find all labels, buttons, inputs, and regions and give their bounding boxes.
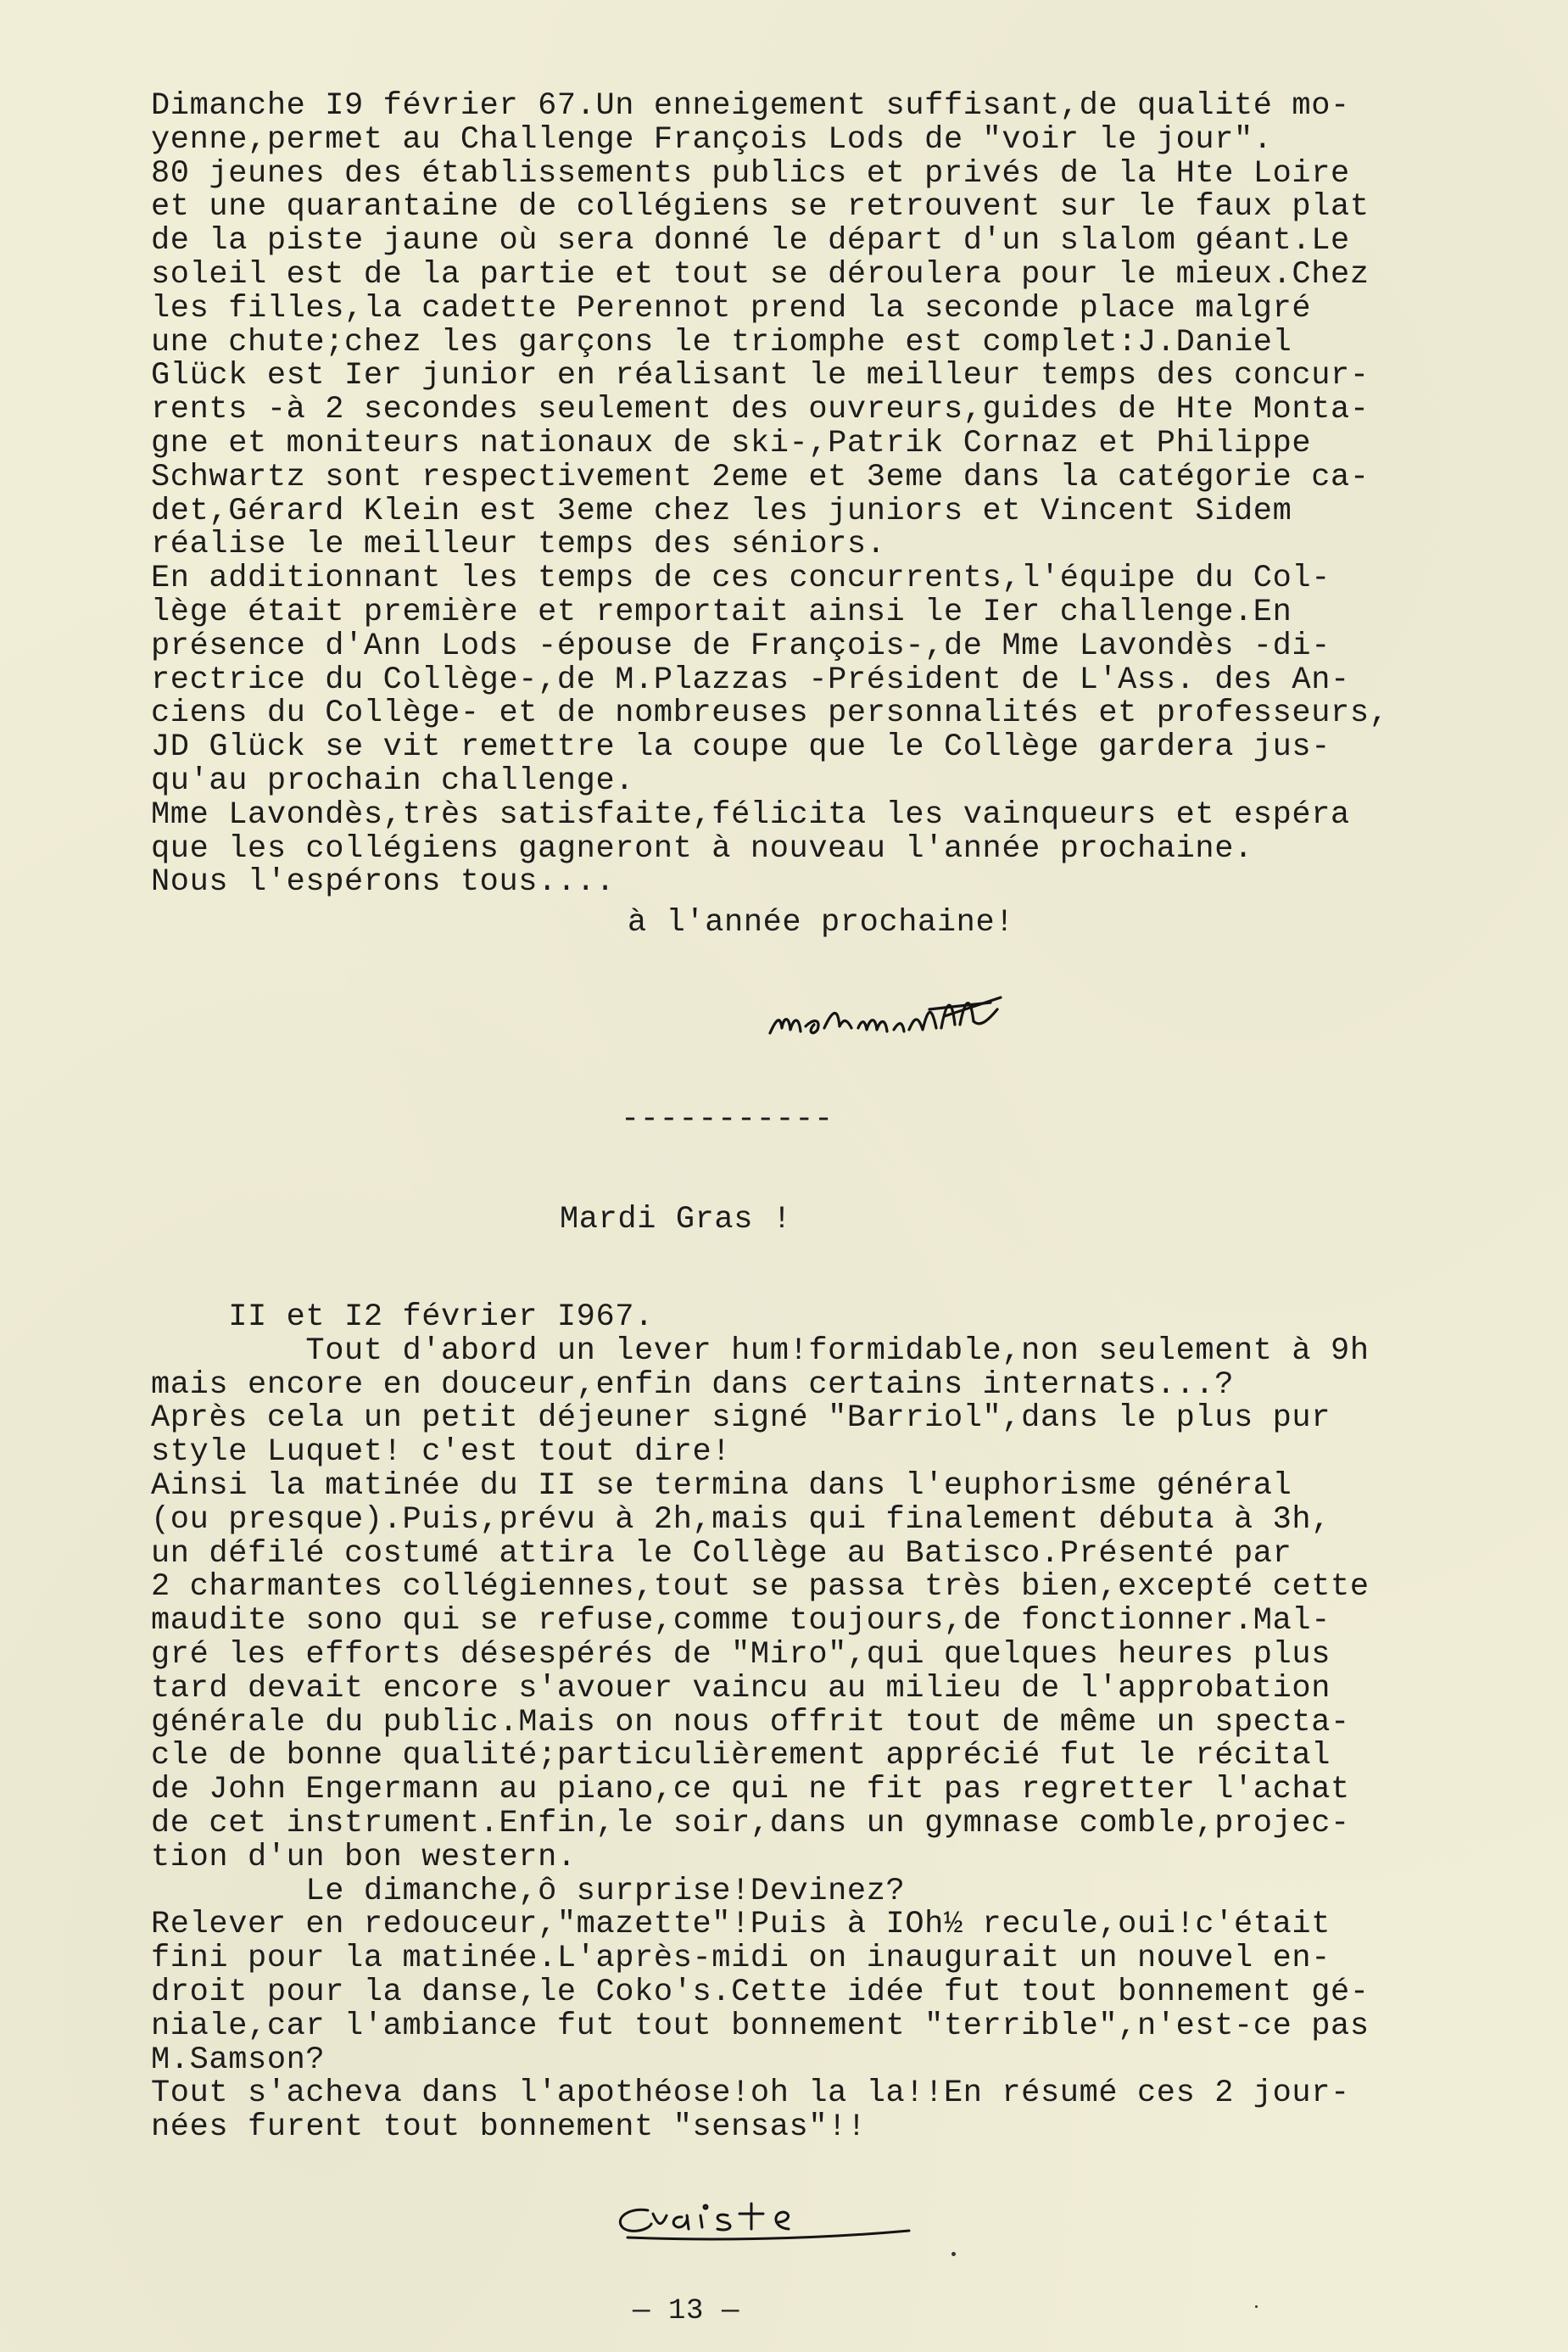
text-line: Tout d'abord un lever hum!formidable,non seulement à 9h: [151, 1332, 1370, 1369]
text-line: (ou presque).Puis,prévu à 2h,mais qui finalement débuta à 3h,: [151, 1501, 1331, 1538]
text-line: Le dimanche,ô surprise!Devinez?: [151, 1873, 906, 1909]
ink-speck: [1255, 2305, 1258, 2308]
text-line: Nous l'espérons tous....: [151, 864, 616, 901]
text-line: que les collégiens gagneront à nouveau l'année prochaine.: [151, 830, 1253, 867]
text-line: lège était première et remportait ainsi le Ier challenge.En: [151, 594, 1292, 630]
text-line: Relever en redouceur,"mazette"!Puis à IOh½ recule,oui!c'était: [151, 1907, 1331, 1943]
article1-closing-line: à l'année prochaine!: [628, 905, 1015, 941]
text-line: soleil est de la partie et tout se déroulera pour le mieux.Chez: [151, 256, 1370, 293]
signature-schmitt: [763, 984, 1056, 1052]
text-line: Mme Lavondès,très satisfaite,félicita les vainqueurs et espéra: [151, 796, 1350, 833]
text-line: réalise le meilleur temps des séniors.: [151, 527, 886, 563]
text-line: det,Gérard Klein est 3eme chez les juniors et Vincent Sidem: [151, 493, 1292, 529]
text-line: tard devait encore s'avouer vaincu au milieu de l'approbation: [151, 1670, 1331, 1707]
page-number: — 13 —: [633, 2295, 740, 2327]
article2-title: Mardi Gras !: [560, 1202, 792, 1237]
text-line: En additionnant les temps de ces concurrents,l'équipe du Col-: [151, 561, 1331, 597]
text-line: un défilé costumé attira le Collège au Batisco.Présenté par: [151, 1535, 1292, 1572]
text-line: une chute;chez les garçons le triomphe est complet:J.Daniel: [151, 324, 1292, 360]
section-separator: -----------: [621, 1102, 834, 1137]
text-line: style Luquet! c'est tout dire!: [151, 1434, 732, 1471]
text-line: de la piste jaune où sera donné le départ d'un slalom géant.Le: [151, 223, 1350, 260]
text-line: JD Glück se vit remettre la coupe que le Collège gardera jus-: [151, 729, 1331, 766]
ink-dot: [951, 2252, 956, 2256]
text-line: 80 jeunes des établissements publics et privés de la Hte Loire: [151, 155, 1350, 192]
text-line: tion d'un bon western.: [151, 1839, 577, 1875]
text-line: les filles,la cadette Perennot prend la seconde place malgré: [151, 290, 1312, 327]
text-line: de cet instrument.Enfin,le soir,dans un gymnase comble,projec-: [151, 1805, 1350, 1841]
text-line: maudite sono qui se refuse,comme toujours,de fonctionner.Mal-: [151, 1603, 1331, 1640]
text-line: Glück est Ier junior en réalisant le meilleur temps des concur-: [151, 358, 1370, 394]
text-line: niale,car l'ambiance fut tout bonnement "terrible",n'est-ce pas: [151, 2008, 1370, 2044]
text-line: de John Engermann au piano,ce qui ne fit pas regretter l'achat: [151, 1772, 1350, 1808]
text-line: II et I2 février I967.: [151, 1299, 654, 1335]
text-line: nées furent tout bonnement "sensas"!!: [151, 2109, 867, 2146]
text-line: rents -à 2 secondes seulement des ouvreurs,guides de Hte Monta-: [151, 392, 1370, 428]
text-line: yenne,permet au Challenge François Lods de "voir le jour".: [151, 121, 1273, 158]
text-line: ciens du Collège- et de nombreuses personnalités et professeurs,: [151, 696, 1389, 732]
text-line: Tout s'acheva dans l'apothéose!oh la la!!En résumé ces 2 jour-: [151, 2075, 1350, 2112]
text-line: rectrice du Collège-,de M.Plazzas -Président de L'Ass. des An-: [151, 662, 1350, 698]
signature-variste: [611, 2197, 924, 2258]
text-line: M.Samson?: [151, 2042, 326, 2078]
text-line: Ainsi la matinée du II se termina dans l'euphorisme général: [151, 1467, 1292, 1504]
text-line: Dimanche I9 février 67.Un enneigement suffisant,de qualité mo-: [151, 88, 1350, 124]
text-line: droit pour la danse,le Coko's.Cette idée fut tout bonnement gé-: [151, 1974, 1370, 2010]
text-line: cle de bonne qualité;particulièrement apprécié fut le récital: [151, 1738, 1331, 1774]
text-line: gne et moniteurs nationaux de ski-,Patrik Cornaz et Philippe: [151, 425, 1312, 461]
text-line: 2 charmantes collégiennes,tout se passa très bien,excepté cette: [151, 1569, 1370, 1606]
text-line: générale du public.Mais on nous offrit tout de même un specta-: [151, 1704, 1350, 1740]
text-line: fini pour la matinée.L'après-midi on inaugurait un nouvel en-: [151, 1941, 1331, 1977]
text-line: présence d'Ann Lods -épouse de François-,de Mme Lavondès -di-: [151, 628, 1331, 664]
text-line: mais encore en douceur,enfin dans certains internats...?: [151, 1366, 1235, 1403]
text-line: gré les efforts désespérés de "Miro",qui quelques heures plus: [151, 1636, 1331, 1673]
text-line: Après cela un petit déjeuner signé "Barriol",dans le plus pur: [151, 1400, 1331, 1437]
text-line: et une quarantaine de collégiens se retrouvent sur le faux plat: [151, 189, 1370, 226]
text-line: qu'au prochain challenge.: [151, 763, 635, 799]
article-mardi-gras: [151, 1301, 1370, 2145]
text-line: Schwartz sont respectivement 2eme et 3eme dans la catégorie ca-: [151, 459, 1370, 495]
article-challenge-lods: [151, 90, 1388, 900]
